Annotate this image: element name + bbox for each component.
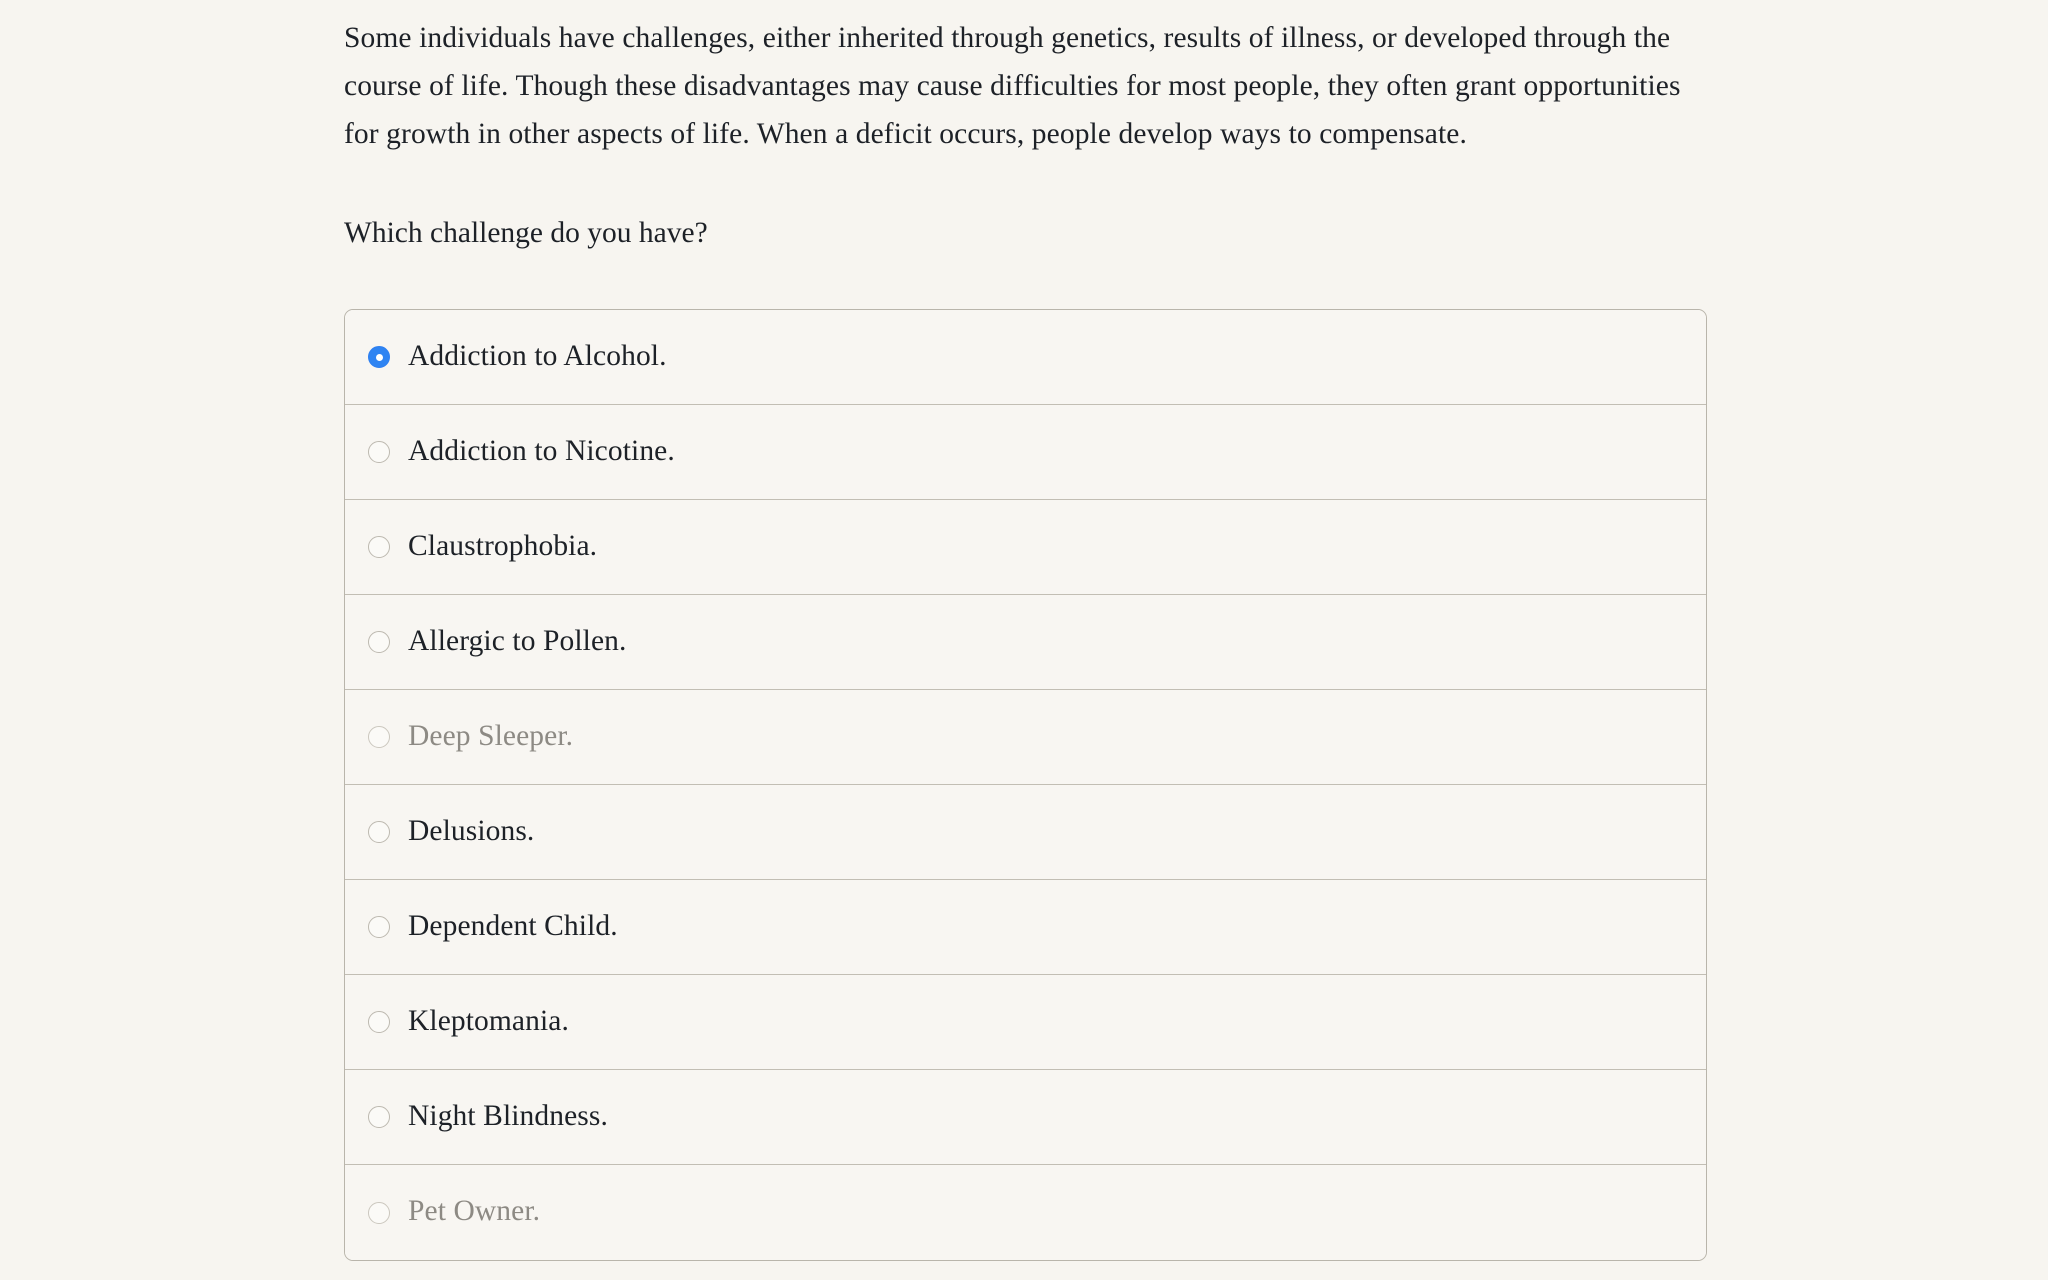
radio-icon[interactable] (368, 916, 390, 938)
radio-icon[interactable] (368, 1106, 390, 1128)
radio-icon[interactable] (368, 631, 390, 653)
radio-icon[interactable] (368, 441, 390, 463)
option-row[interactable] (345, 785, 1706, 880)
option-label: Deep Sleeper. (408, 719, 574, 752)
intro-paragraph: Some individuals have challenges, either inherited through genetics, results of illness, or developed through the course of life. Though these disadvantages may cause difficulties for most people, they often grant opportunities for growth in other aspects of life. When a deficit occurs, people develop ways to compensate. (344, 22, 1681, 150)
option-row[interactable] (345, 1165, 1706, 1260)
radio-icon[interactable] (368, 1011, 390, 1033)
option-label: Delusions. (408, 814, 535, 847)
radio-icon[interactable] (368, 536, 390, 558)
options-list (344, 309, 1707, 1261)
option-row[interactable] (345, 595, 1706, 690)
option-row[interactable] (345, 500, 1706, 595)
option-label: Claustrophobia. (408, 529, 598, 562)
option-label: Addiction to Alcohol. (408, 339, 667, 372)
question-text: Which challenge do you have? (344, 217, 708, 249)
option-row[interactable] (345, 880, 1706, 975)
option-row[interactable] (345, 690, 1706, 785)
option-row[interactable] (345, 1070, 1706, 1165)
option-label: Dependent Child. (408, 909, 618, 942)
option-label: Night Blindness. (408, 1099, 608, 1132)
option-row[interactable] (345, 405, 1706, 500)
option-label: Kleptomania. (408, 1004, 569, 1037)
radio-icon[interactable] (368, 821, 390, 843)
radio-icon[interactable] (368, 726, 390, 748)
option-label: Allergic to Pollen. (408, 624, 627, 657)
option-row[interactable] (345, 975, 1706, 1070)
option-label: Pet Owner. (408, 1195, 541, 1227)
option-label: Addiction to Nicotine. (408, 434, 675, 467)
option-row[interactable] (345, 310, 1706, 405)
radio-icon[interactable] (368, 1202, 390, 1224)
survey-content (344, 0, 1708, 1261)
radio-icon[interactable] (368, 346, 390, 368)
